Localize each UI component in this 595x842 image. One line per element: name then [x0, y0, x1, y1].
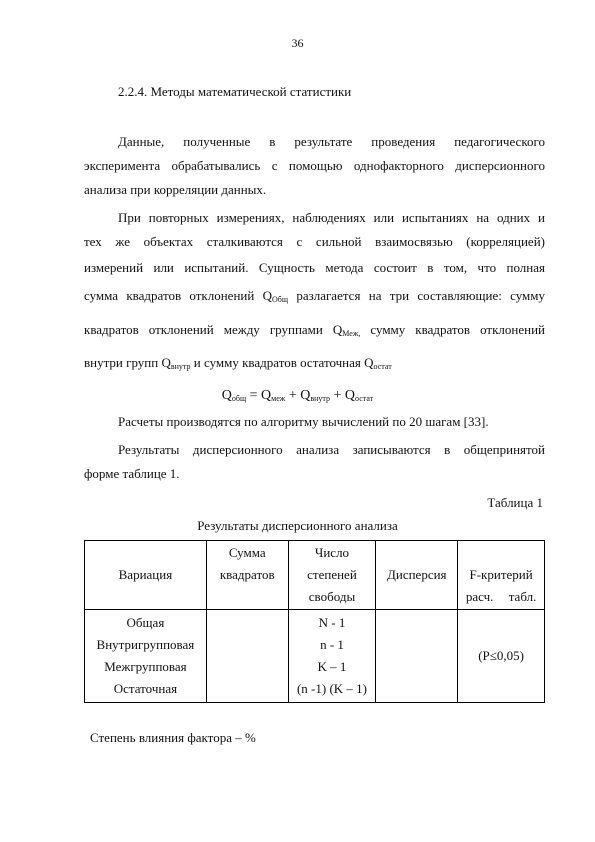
- sum-cell: [206, 610, 288, 703]
- formula-part: = Q: [246, 388, 272, 403]
- section-heading: 2.2.4. Методы математической статистики: [118, 84, 352, 99]
- paragraph-line: форме таблице 1.: [84, 466, 180, 481]
- df-cell: [288, 610, 376, 703]
- header-text: F-критерий: [469, 567, 533, 582]
- paragraph-line: При повторных измерениях, наблюдениях или испытаниях на одних и: [118, 210, 545, 225]
- header-dispersion: Дисперсия: [376, 541, 458, 610]
- text-run: и сумму квадратов остаточная Q: [190, 355, 374, 370]
- paragraph-line: [84, 322, 545, 338]
- header-text: Сумма: [228, 545, 266, 560]
- formula-sub: меж: [271, 394, 286, 403]
- header-text: Число: [314, 545, 350, 560]
- subscript: Общ: [272, 295, 289, 304]
- subscript: остат: [373, 362, 392, 371]
- df-value: N - 1: [318, 615, 346, 630]
- formula-sub: внутр: [310, 394, 330, 403]
- df-value: (n -1) (K – 1): [296, 681, 367, 696]
- header-f-sub: [458, 586, 544, 608]
- table-row: [85, 610, 545, 703]
- subscript: Меж,: [342, 329, 361, 338]
- paragraph-line: [84, 288, 545, 304]
- header-text: табл.: [508, 589, 537, 604]
- row-label: Остаточная: [113, 681, 178, 696]
- formula: [0, 388, 595, 404]
- formula-part: + Q: [329, 388, 355, 403]
- df-value: n - 1: [320, 637, 344, 652]
- f-cell: (P≤0,05): [458, 610, 545, 703]
- row-label: Общая: [126, 615, 165, 630]
- header-sum: [206, 541, 288, 610]
- paragraph-line: Результаты дисперсионного анализа записываются в общепринятой: [118, 442, 545, 457]
- header-text: степеней: [307, 567, 357, 582]
- text-run: внутри групп Q: [84, 355, 171, 370]
- paragraph-line: анализа при корреляции данных.: [84, 182, 267, 197]
- paragraph-line: [84, 355, 545, 371]
- text-run: квадратов отклонений между группами Q: [84, 322, 343, 337]
- results-table: [84, 540, 545, 703]
- df-value: K – 1: [317, 659, 347, 674]
- row-label: Межгрупповая: [104, 659, 187, 674]
- header-text: расч.: [465, 589, 494, 604]
- paragraph-line: Расчеты производятся по алгоритму вычислений по 20 шагам [33].: [118, 414, 489, 429]
- formula-sub: общ: [231, 394, 247, 403]
- paragraph-line: измерений или испытаний. Сущность метода состоит в том, что полная: [84, 260, 545, 275]
- table-title: Результаты дисперсионного анализа: [197, 518, 398, 533]
- formula-part: + Q: [285, 388, 311, 403]
- header-text: квадратов: [219, 567, 275, 582]
- text-run: разлагается на три составляющие: сумму: [288, 288, 545, 303]
- paragraph-line: эксперимента обрабатывались с помощью однофакторного дисперсионного: [84, 158, 545, 173]
- formula-sub: остат: [355, 394, 374, 403]
- table-number: Таблица 1: [487, 495, 543, 510]
- header-df: [288, 541, 376, 610]
- header-variation: Вариация: [85, 541, 207, 610]
- variation-cell: [85, 610, 207, 703]
- text-run: сумма квадратов отклонений Q: [84, 288, 272, 303]
- header-f: [458, 541, 545, 610]
- text-run: сумму квадратов отклонений: [360, 322, 545, 337]
- formula-part: Q: [221, 388, 232, 403]
- table-header-row: [85, 541, 545, 610]
- factor-influence-line: Степень влияния фактора – %: [90, 730, 256, 745]
- page-number: 36: [291, 36, 304, 50]
- paragraph-line: тех же объектах сталкиваются с сильной взаимосвязью (корреляцией): [84, 234, 545, 249]
- row-label: Внутригрупповая: [96, 637, 195, 652]
- dispersion-cell: [376, 610, 458, 703]
- header-text: свободы: [308, 589, 356, 604]
- subscript: внутр: [170, 362, 191, 371]
- paragraph-line: Данные, полученные в результате проведения педагогического: [118, 134, 545, 149]
